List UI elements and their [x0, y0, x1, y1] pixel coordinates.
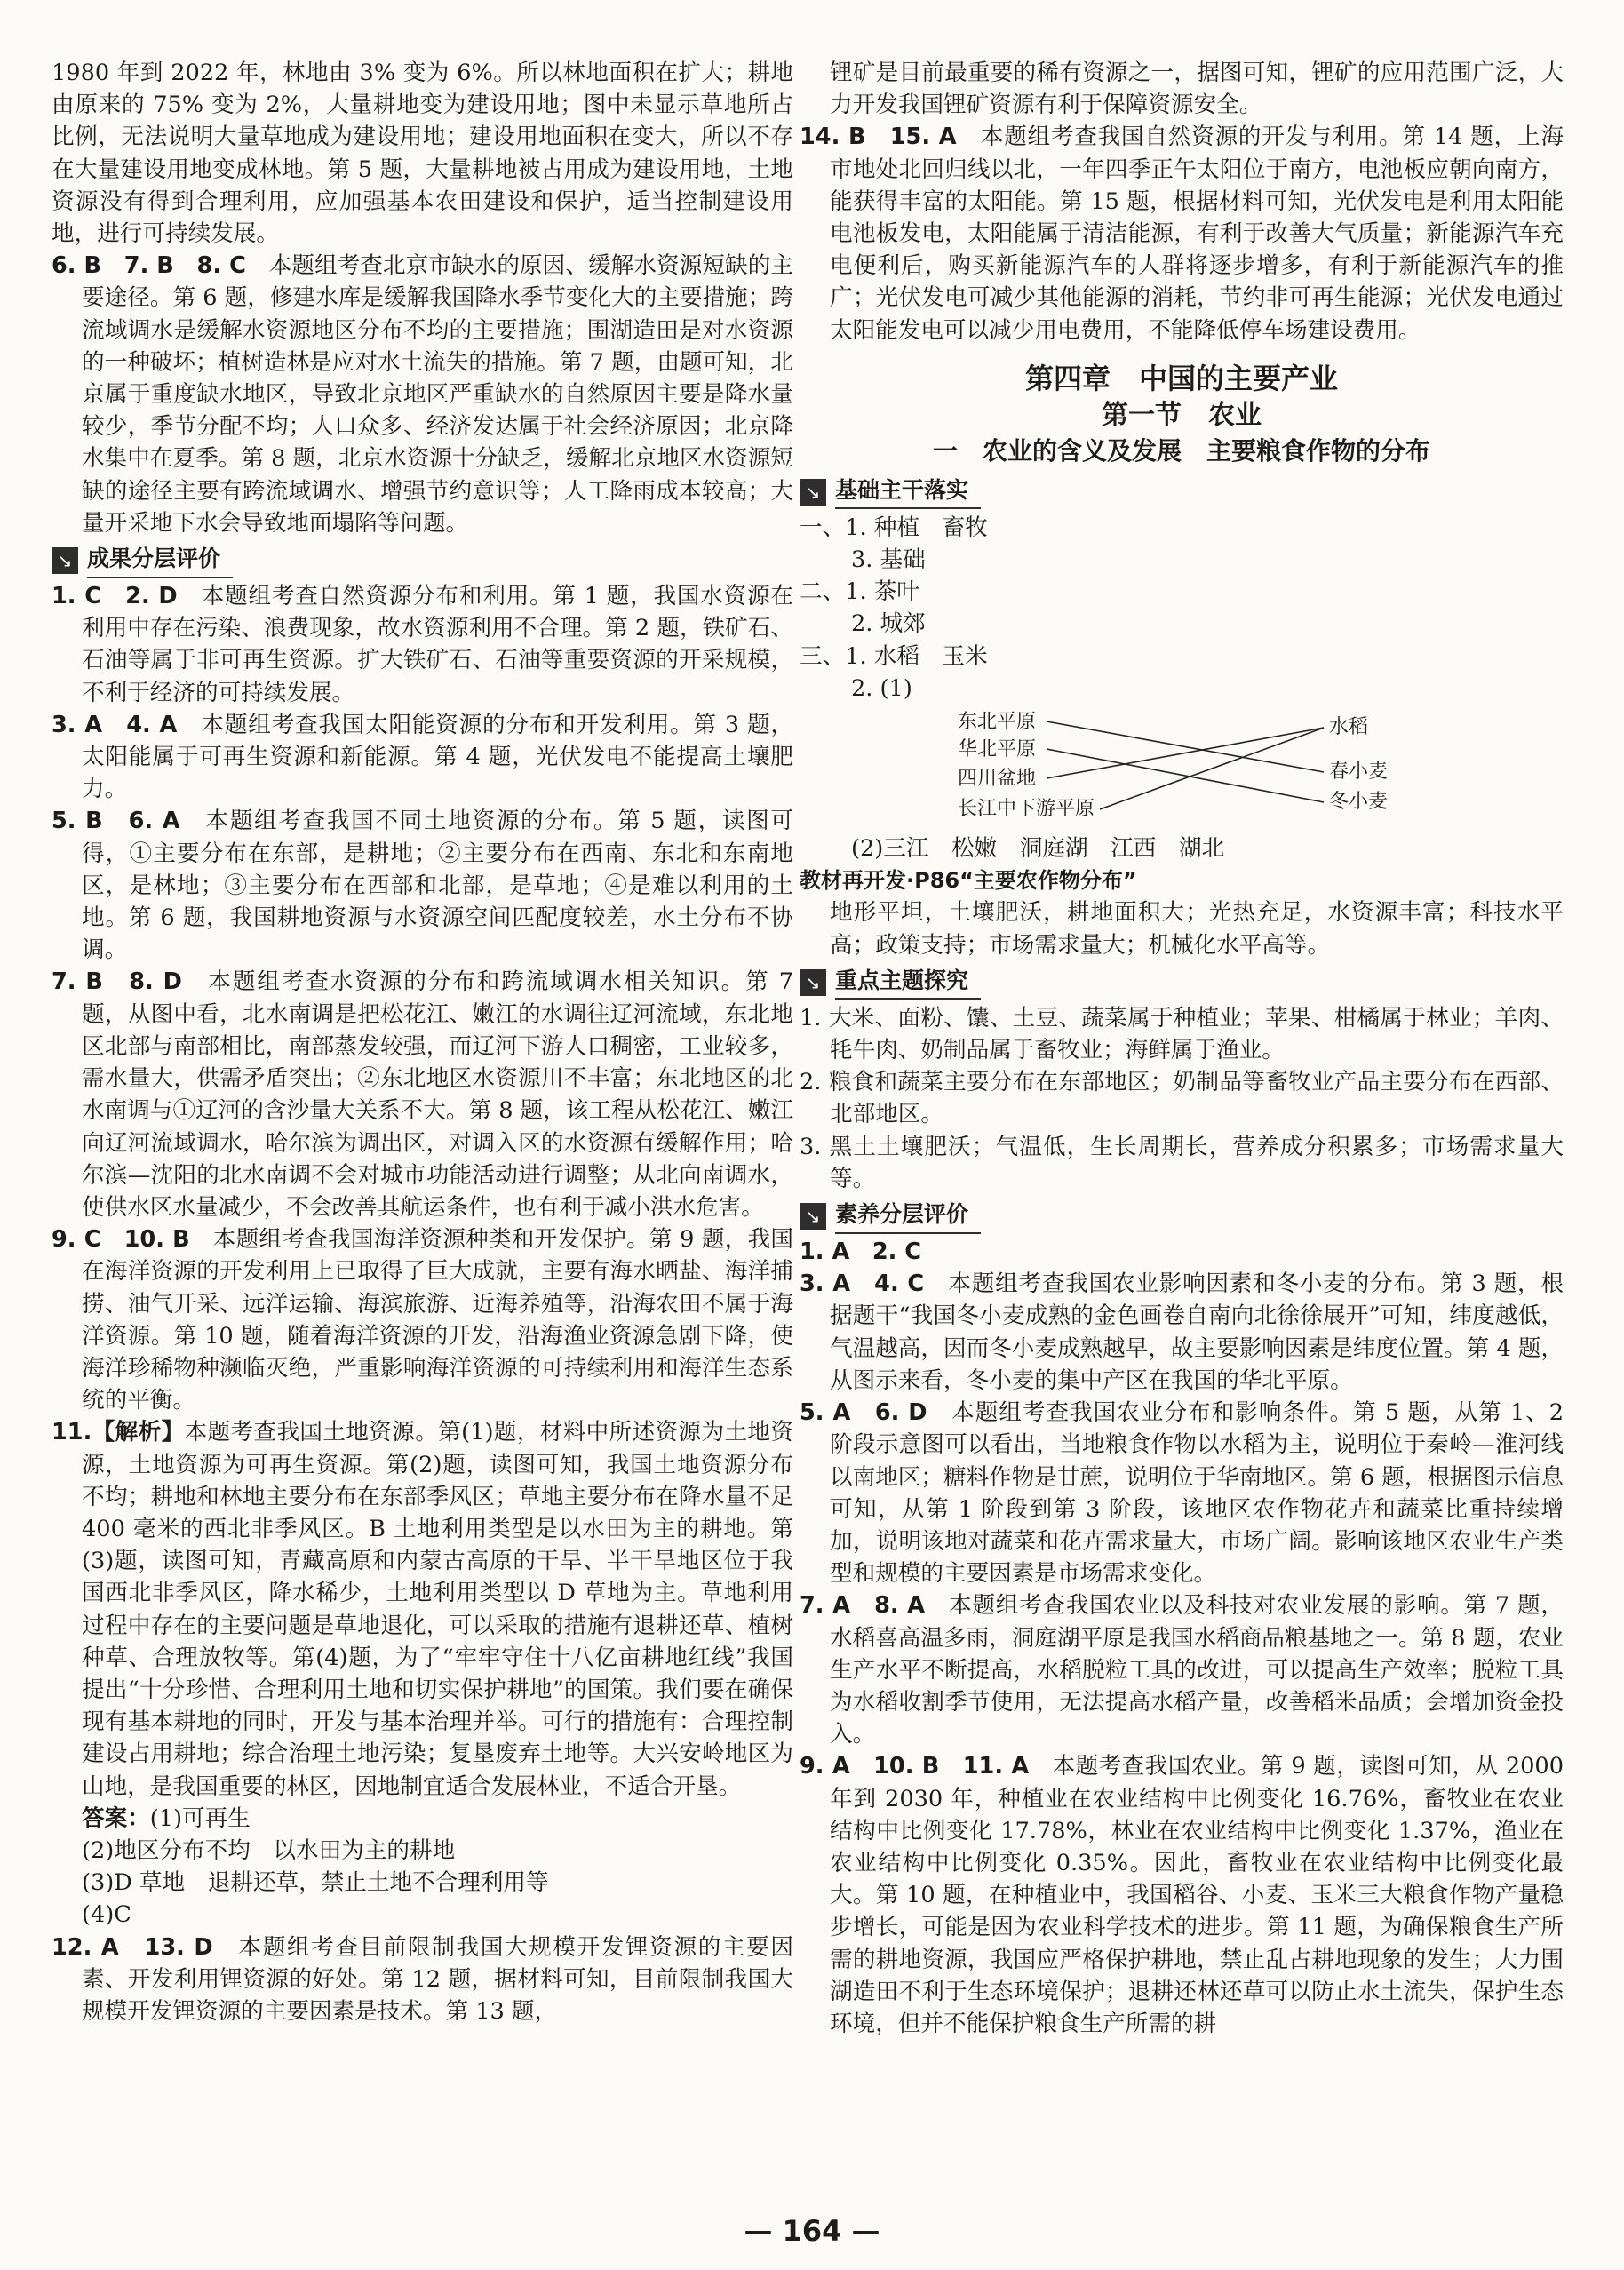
basics-line-6: 2. (1)	[851, 674, 912, 702]
answer-11-line-2: (2)地区分布不均 以水田为主的耕地	[82, 1836, 456, 1864]
crop-label: 春小麦	[1329, 761, 1389, 784]
basics-line-2: 3. 基础	[851, 546, 926, 574]
answer-7-8: 7. B 8. D 本题组考查水资源的分布和跨流域调水相关知识。第 7 题，从图中看，北水南调是把松花江、嫩江的水调往辽河流域，东北地区北部与南部相比，南部蒸发较强，而辽河下游人口稠密，工业较多，需水量大，供需矛盾突出；②东北地区水资源川不丰富；东北地区的北水南调与①辽河的含沙量大关系不大。第 8 题，该工程从松花江、嫩江向辽河流域调水，哈尔滨为调出区，对调入区的水资源有缓解作用；哈尔滨—沈阳的北水南调不会对城市功能活动进行调整；从北向南调水，使供水区水量减少，不会改善其航运条件，也有利于减小洪水危害。	[52, 968, 793, 1221]
answer-5-6: 5. B 6. A 本题组考查我国不同土地资源的分布。第 5 题，读图可得，①主要分布在东部，是耕地；②主要分布在西南、东北和东南地区，是林地；③主要分布在西部和北部，是草地；④是难以利用的土地。第 6 题，我国耕地资源与水资源空间匹配度较差，水土分布不协调。	[52, 808, 793, 964]
arrow-icon: ↘	[800, 969, 826, 996]
subsection-title: 一 农业的含义及发展 主要粮食作物的分布	[932, 435, 1430, 466]
section-header-basics: ↘ 基础主干落实	[800, 474, 1564, 510]
basics-line-7: (2)三江 松嫩 洞庭湖 江西 湖北	[851, 835, 1225, 863]
match-line	[1047, 749, 1324, 802]
answer-r-1-2: 1. A 2. C	[800, 1239, 922, 1266]
matching-diagram	[800, 708, 1564, 829]
continued-paragraph: 锂矿是目前最重要的稀有资源之一，据图可知，锂矿的应用范围广泛，大力开发我国锂矿资源有利于保障资源安全。	[830, 60, 1564, 119]
region-label: 长江中下游平原	[958, 798, 1095, 821]
section-header-explore: ↘ 重点主题探究	[800, 965, 1564, 1000]
answer-r-7-8: 7. A 8. A 本题组考查我国农业以及科技对农业发展的影响。第 7 题，水稻喜高温多雨，洞庭湖平原是我国水稻商品粮基地之一。第 8 题，农业生产水平不断提高，水稻脱粒工具的改进，可以提高生产效率；脱粒工具为水稻收割季节使用，无法提高水稻产量，改善稻米品质；会增加资金投入。	[800, 1592, 1564, 1748]
answer-14-15: 14. B 15. A 本题组考查我国自然资源的开发与利用。第 14 题，上海市地处北回归线以北，一年四季正午太阳位于南方，电池板应朝向南方，能获得丰富的太阳能。第 15 题，根据材料可知，光伏发电是利用太阳能电池板发电，太阳能属于清洁能源，有利于改善大气质量；新能源汽车充电便利后，购买新能源汽车的人群将逐步增多，有利于新能源汽车的推广；光伏发电可减少其他能源的消耗，节约非可再生能源；光伏发电通过太阳能发电可以减少用电费用，不能降低停车场建设费用。	[800, 123, 1564, 344]
right-column	[800, 57, 1564, 2040]
answer-1-2: 1. C 2. D 本题组考查自然资源分布和利用。第 1 题，我国水资源在利用中存在污染、浪费现象，故水资源利用不合理。第 2 题，铁矿石、石油等属于非可再生资源。扩大铁矿石、石油等重要资源的开采规模，不利于经济的可持续发展。	[52, 583, 793, 706]
basics-line-5: 三、1. 水稻 玉米	[800, 642, 988, 670]
answer-9-10: 9. C 10. B 本题组考查我国海洋资源种类和开发保护。第 9 题，我国在海洋资源的开发利用上已取得了巨大成就，主要有海水晒盐、海洋捕捞、油气开采、远洋运输、海滨旅游、近海养殖等，沿海农田不属于海洋资源。第 10 题，随着海洋资源的开发，沿海渔业资源急剧下降，使海洋珍稀物种濒临灭绝，严重影响海洋资源的可持续利用和海洋生态系统的平衡。	[52, 1226, 793, 1414]
answer-r-3-4: 3. A 4. C 本题组考查我国农业影响因素和冬小麦的分布。第 3 题，根据题干“我国冬小麦成熟的金色画卷自南向北徐徐展开”可知，纬度越低，气温越高，因而冬小麦成熟越早，故主要影响因素是纬度位置。第 4 题，从图示来看，冬小麦的集中产区在我国的华北平原。	[800, 1270, 1564, 1394]
answer-11-line-3: (3)D 草地 退耕还草，禁止土地不合理利用等	[82, 1869, 549, 1897]
answer-r-5-6: 5. A 6. D 本题组考查我国农业分布和影响条件。第 5 题，从第 1、2 阶段示意图可以看出，当地粮食作物以水稻为主，说明位于秦岭—淮河线以南地区；糖料作物是甘蔗，说明位于华南地区。第 6 题，根据图示信息可知，从第 1 阶段到第 3 阶段，该地区农作物花卉和蔬菜比重持续增加，说明该地对蔬菜和花卉需求量大，市场广阔。影响该地区农业生产类型和规模的主要因素是市场需求变化。	[800, 1399, 1564, 1588]
region-label: 华北平原	[958, 738, 1037, 761]
crop-label: 水稻	[1329, 716, 1369, 739]
answer-6-8: 6. B 7. B 8. C 本题组考查北京市缺水的原因、缓解水资源短缺的主要途径。第 6 题，修建水库是缓解我国降水季节变化大的主要措施；跨流域调水是缓解水资源地区分布不均的主要措施；围湖造田是对水资源的一种破坏；植树造林是应对水土流失的措施。第 7 题，由题可知，北京属于重度缺水地区，导致北京地区严重缺水的自然原因主要是降水量较少，季节分配不均；人口众多、经济发达属于社会经济原因；北京降水集中在夏季。第 8 题，北京水资源十分缺乏，缓解北京地区水资源短缺的途径主要有跨流域调水、增强节约意识等；人工降雨成本较高；大量开采地下水会导致地面塌陷等问题。	[52, 252, 793, 537]
answer-3-4: 3. A 4. A 本题组考查我国太阳能资源的分布和开发利用。第 3 题，太阳能属于可再生资源和新能源。第 4 题，光伏发电不能提高土壤肥力。	[52, 711, 794, 803]
basics-line-4: 2. 城郊	[851, 610, 926, 638]
match-line	[1100, 728, 1324, 809]
arrow-icon: ↘	[800, 479, 826, 506]
basics-line-1: 一、1. 种植 畜牧	[800, 514, 988, 541]
chapter-title: 第四章 中国的主要产业	[1024, 361, 1338, 395]
region-label: 四川盆地	[958, 768, 1037, 791]
textbook-text: 地形平坦，土壤肥沃，耕地面积大；光热充足，水资源丰富；科技水平高；政策支持；市场需求量大；机械化水平高等。	[830, 899, 1564, 959]
match-line	[1047, 728, 1324, 778]
answer-12-13: 12. A 13. D 本题组考查目前限制我国大规模开发锂资源的主要因素、开发利用锂资源的好处。第 12 题，据材料可知，目前限制我国大规模开发锂资源的主要因素是技术。第 13 题，	[52, 1933, 793, 2025]
matching-lines	[800, 708, 1564, 829]
intro-paragraph: 1980 年到 2022 年，林地由 3% 变为 6%。所以林地面积在扩大；耕地由原来的 75% 变为 2%，大量耕地变为建设用地；图中未显示草地所占比例，无法说明大量草地成为建设用地；建设用地面积在变大，所以不存在大量建设用地变成林地。第 5 题，大量耕地被占用成为建设用地，土地资源没有得到合理利用，应加强基本农田建设和保护，适当控制建设用地，进行可持续发展。	[52, 60, 793, 248]
left-column	[52, 57, 793, 2027]
section-header-results: ↘ 成果分层评价	[52, 543, 793, 578]
explore-item: 3. 黑土土壤肥沃；气温低，生长周期长，营养成分积累多；市场需求量大等。	[800, 1133, 1564, 1192]
arrow-icon: ↘	[800, 1203, 826, 1230]
answer-11: 11.【解析】本题考查我国土地资源。第(1)题，材料中所述资源为土地资源，土地资源为可再生资源。第(2)题，读图可知，我国土地资源分布不均；耕地和林地主要分布在东部季风区；草地主要分布在降水量不足 400 毫米的西北非季风区。B 土地利用类型是以水田为主的耕地。第(3)题，读图可知，青藏高原和内蒙古高原的干旱、半干旱地区位于我国西北非季风区，降水稀少，土地利用类型以 D 草地为主。草地利用过程中存在的主要问题是草地退化，可以采取的措施有退耕还草、植树种草、合理放牧等。第(4)题，为了“牢牢守住十八亿亩耕地红线”我国提出“十分珍惜、合理利用土地和切实保护耕地”的国策。我们要在确保现有基本耕地的同时，开发与基本治理并举。可行的措施有：合理控制建设占用耕地；综合治理土地污染；复垦废弃土地等。大兴安岭地区为山地，是我国重要的林区，因地制宜适合发展林业，不适合开垦。	[52, 1419, 793, 1800]
answer-11-line-4: (4)C	[82, 1901, 131, 1929]
section-header-literacy: ↘ 素养分层评价	[800, 1199, 1564, 1234]
page-number: — 164 —	[744, 2214, 880, 2248]
section-title: 第一节 农业	[1102, 399, 1262, 431]
explore-item: 2. 粮食和蔬菜主要分布在东部地区；奶制品等畜牧业产品主要分布在西部、北部地区。	[800, 1069, 1564, 1128]
answer-r-9-11: 9. A 10. B 11. A 本题考查我国农业。第 9 题，读图可知，从 2000 年到 2030 年，种植业在农业结构中比例变化 16.76%，畜牧业在农业结构中比例变化 17.78%，林业在农业结构中比例变化 1.37%，渔业在农业结构中比例变化 0.35%。因此，畜牧业在农业结构中比例变化最大。第 10 题，在种植业中，我国稻谷、小麦、玉米三大粮食作物产量稳步增长，可能是因为农业科学技术的进步。第 11 题，为确保粮食生产所需的耕地资源，我国应严格保护耕地，禁止乱占耕地现象的发生；大力围湖造田不利于生态环境保护；退耕还林还草可以防止水土流失，保护生态环境，但并不能保护粮食生产所需的耕	[800, 1753, 1564, 2037]
crop-label: 冬小麦	[1329, 791, 1389, 814]
basics-line-3: 二、1. 茶叶	[800, 578, 919, 606]
textbook-tag: 教材再开发·P86“主要农作物分布”	[800, 868, 1137, 894]
explore-item: 1. 大米、面粉、馕、土豆、蔬菜属于种植业；苹果、柑橘属于林业；羊肉、牦牛肉、奶制品属于畜牧业；海鲜属于渔业。	[800, 1004, 1564, 1064]
answer-11-label: 答案：(1)可再生	[82, 1804, 251, 1832]
match-line	[1047, 721, 1324, 772]
region-label: 东北平原	[958, 711, 1037, 734]
arrow-icon: ↘	[52, 547, 78, 574]
